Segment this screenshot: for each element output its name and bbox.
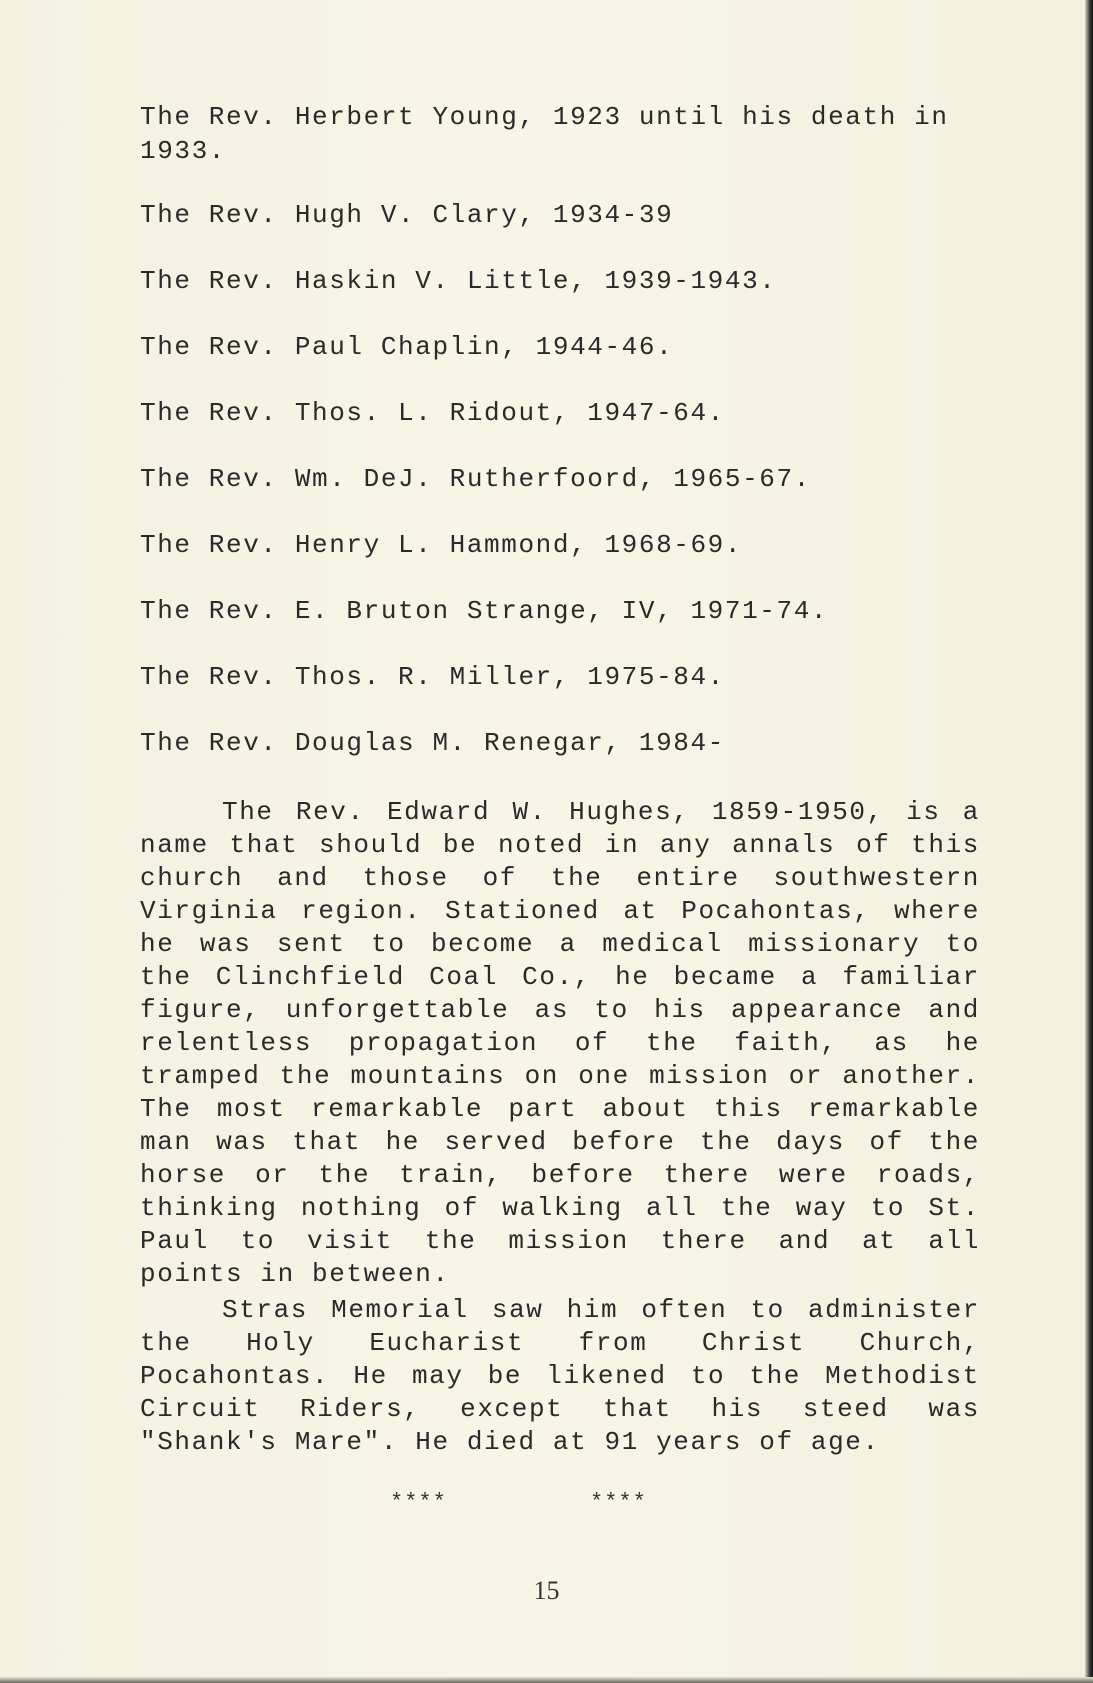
clergy-entry-young: The Rev. Herbert Young, 1923 until his death in xyxy=(140,102,949,132)
clergy-entry-little: The Rev. Haskin V. Little, 1939-1943. xyxy=(140,266,777,296)
clergy-entry-young-cont: 1933. xyxy=(140,136,227,166)
clergy-entry-strange: The Rev. E. Bruton Strange, IV, 1971-74. xyxy=(140,596,829,626)
clergy-entry-rutherfoord: The Rev. Wm. DeJ. Rutherfoord, 1965-67. xyxy=(140,464,811,494)
separator-stars-left: **** xyxy=(390,1490,447,1515)
clergy-entry-renegar: The Rev. Douglas M. Renegar, 1984- xyxy=(140,728,725,758)
clergy-entry-miller: The Rev. Thos. R. Miller, 1975-84. xyxy=(140,662,725,692)
page-bottom-shadow xyxy=(0,1677,1093,1683)
clergy-entry-clary: The Rev. Hugh V. Clary, 1934-39 xyxy=(140,200,674,230)
clergy-entry-ridout: The Rev. Thos. L. Ridout, 1947-64. xyxy=(140,398,725,428)
page-edge-shadow xyxy=(1085,0,1093,1683)
separator-stars-right: **** xyxy=(590,1490,647,1515)
clergy-entry-hammond: The Rev. Henry L. Hammond, 1968-69. xyxy=(140,530,743,560)
clergy-entry-chaplin: The Rev. Paul Chaplin, 1944-46. xyxy=(140,332,674,362)
page-number: 15 xyxy=(533,1576,560,1605)
paragraph-hughes: The Rev. Edward W. Hughes, 1859-1950, is a name that should be noted in any annals of this church and those of the entire southwestern Virginia region. Stationed at Pocahontas, where he was sent to become a medical missionary to the Clinchfield Coal Co., he became a familiar figure, unforgettable as to his appearance and relentless propagation of the faith, as he tramped the mountains on one mission or another. The most remarkable part about this remarkable man was that he served before the days of the horse or the train, before there were roads, thinking nothing of walking all the way to St. Paul to visit the mission there and at all points in between. xyxy=(140,797,980,1289)
paragraph-stras-memorial: Stras Memorial saw him often to administer the Holy Eucharist from Christ Church, Pocahontas. He may be likened to the Methodist Circuit Riders, except that his steed was "Shank's Mare". He died at 91 years of age. xyxy=(140,1295,980,1457)
